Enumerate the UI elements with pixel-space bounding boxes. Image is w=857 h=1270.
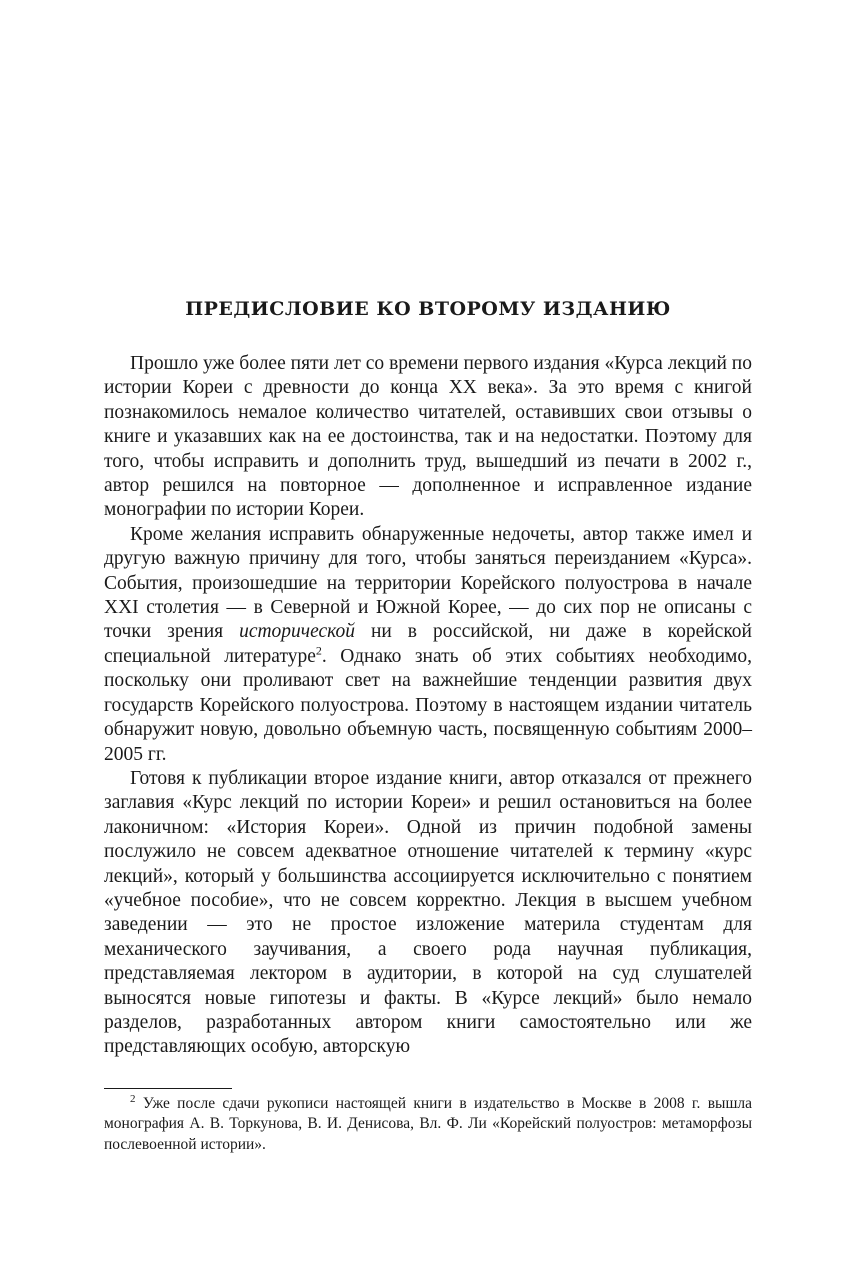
- paragraph-1: Прошло уже более пяти лет со времени первого издания «Курса лекций по истории Кореи с древности до конца XX века». За это время с книгой познакомилось немалое количество читателей, оставивших свои отзывы о книге и указавших как на ее достоинства, так и на недостатки. Поэтому для того, чтобы исправить и дополнить труд, вышедший из печати в 2002 г., автор решился на повторное — дополненное и исправленное издание монографии по истории Кореи.: [104, 353, 752, 521]
- footnote-reference[interactable]: 2: [315, 643, 322, 658]
- page-title: ПРЕДИСЛОВИЕ КО ВТОРОМУ ИЗДАНИЮ: [185, 298, 671, 320]
- emphasized-word: исторической: [239, 621, 356, 643]
- paragraph-2-part-2: ни в российской, ни даже в корейской специальной литературе: [104, 621, 752, 667]
- paragraph-3: Готовя к публикации второе издание книги, автор отказался от прежнего заглавия «Курс лекций по истории Кореи» и решил остановиться на более лаконичном: «История Кореи». Одной из причин подобной замены послужило не совсем адекватное отношение читателей к термину «курс лекций», который у большинства ассоциируется исключительно с понятием «учебное пособие», что не совсем корректно. Лекция в высшем учебном заведении — это не простое изложение материла студентам для механического заучивания, а своего рода научная публикация, представляемая лектором в аудитории, в которой на суд слушателей выносятся новые гипотезы и факты. В «Курсе лекций» было немало разделов, разработанных автором книги самостоятельно или же представляющих особую, авторскую: [104, 767, 752, 1058]
- main-text: [104, 352, 752, 1060]
- footnote-text: Уже после сдачи рукописи настоящей книги в издательство в Москве в 2008 г. вышла монография А. В. Торкунова, В. И. Денисова, Вл. Ф. Ли «Корейский полуостров: метаморфозы послевоенной истории».: [104, 1095, 753, 1153]
- paragraph-2-part-1: Кроме желания исправить обнаруженные недочеты, автор также имел и другую важную причину для того, чтобы заняться переизданием «Курса». События, произошедшие на территории Корейского полуострова в начале XXI столетия — в Северной и Южной Корее, — до сих пор не описаны с точки зрения: [104, 523, 752, 643]
- footnote: [104, 1094, 752, 1155]
- footnote-marker: 2: [130, 1092, 136, 1105]
- footnote-divider: [104, 1088, 232, 1089]
- paragraph-2-part-3: . Однако знать об этих событиях необходимо, поскольку они проливают свет на важнейшие тенденции развития двух государств Корейского полуострова. Поэтому в настоящем издании читатель обнаружит новую, довольно объемную часть, посвященную событиям 2000–2005 гг.: [104, 645, 752, 765]
- paragraph-2: [104, 523, 752, 767]
